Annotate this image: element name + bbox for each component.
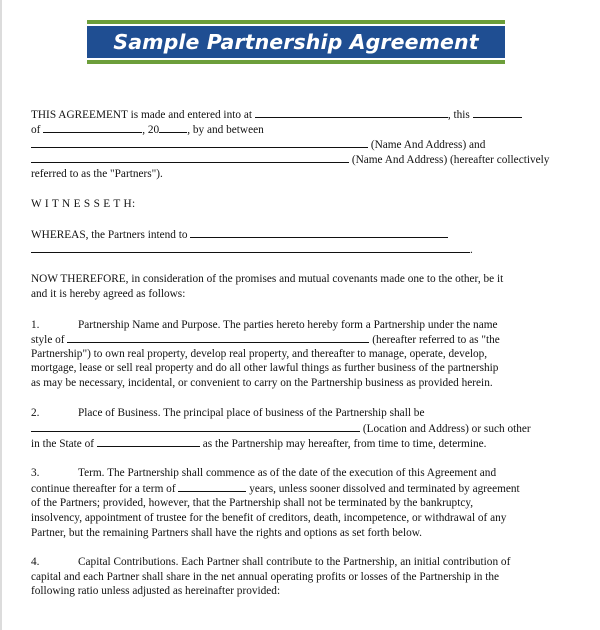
section-text: in the State of [31, 438, 95, 450]
page-edge [0, 0, 2, 630]
section-text: as the Partnership may hereafter, from time to time, determine. [202, 438, 487, 450]
section-1-line-5: as may be necessary, incidental, or convenient to carry on the Partnership business as provided herein. [31, 377, 493, 389]
title-banner [87, 20, 505, 64]
whereas-end: . [470, 244, 473, 256]
section-text: (hereafter referred to as "the [372, 334, 500, 346]
section-4-line-2: capital and each Partner shall share in the net annual operating profits or losses of the Partnership in the [31, 571, 500, 583]
intent-blank-1[interactable] [190, 227, 448, 238]
section-3-line-3: of the Partners; provided, however, that the Partnership shall not be terminated by the bankruptcy, [31, 497, 474, 509]
preamble-text: , by and between [187, 124, 264, 136]
section-4-number: 4. [31, 556, 40, 568]
section-1-line-3: Partnership") to own real property, develop real property, and thereafter to manage, operate, develop, [31, 348, 488, 360]
preamble-line-4 [31, 152, 549, 167]
section-text: style of [31, 334, 65, 346]
preamble-line-5: referred to as the "Partners"). [31, 168, 163, 180]
location-blank[interactable] [31, 421, 360, 432]
preamble-text: , 20 [142, 124, 160, 136]
preamble-text: (Name And Address) and [370, 139, 486, 151]
preamble-line-2 [31, 122, 264, 137]
place-blank[interactable] [255, 107, 448, 118]
section-4-heading-line: Capital Contributions. Each Partner shall contribute to the Partnership, an initial contribution of [78, 556, 511, 568]
section-1-line-4: mortgage, lease or sell real property and do all other lawful things as further business of the partnership [31, 362, 499, 374]
section-1-heading-line: Partnership Name and Purpose. The parties hereto hereby form a Partnership under the name [78, 319, 498, 331]
preamble-text: THIS AGREEMENT is made and entered into at [31, 109, 252, 121]
witnesseth-heading: W I T N E S S E T H: [31, 198, 136, 210]
whereas-line-2 [31, 242, 473, 257]
section-3-number: 3. [31, 467, 40, 479]
now-therefore-line-2: and it is hereby agreed as follows: [31, 288, 186, 300]
whereas-line-1 [31, 227, 448, 242]
section-3-heading-line: Term. The Partnership shall commence as of the date of the execution of this Agreement and [78, 467, 497, 479]
section-3-line-5: Partner, but the remaining Partners shall have the rights and options as set forth below. [31, 527, 422, 539]
page-title: Sample Partnership Agreement [113, 30, 479, 54]
section-text: (Location and Address) or such other [362, 423, 531, 435]
title-banner-fill [87, 26, 505, 58]
preamble-text: , this [447, 109, 470, 121]
preamble-text: (Name And Address) (hereafter collectively [351, 154, 550, 166]
section-1-number: 1. [31, 319, 40, 331]
year-blank[interactable] [159, 122, 187, 133]
intent-blank-2[interactable] [31, 242, 470, 253]
section-4-line-3: following ratio unless adjusted as hereinafter provided: [31, 585, 281, 597]
term-years-blank[interactable] [178, 481, 246, 492]
day-blank[interactable] [473, 107, 522, 118]
preamble-line-3 [31, 137, 485, 152]
partnership-name-blank[interactable] [67, 332, 369, 343]
section-text: continue thereafter for a term of [31, 483, 176, 495]
section-3-line-2 [31, 481, 520, 496]
preamble-line-1 [31, 107, 522, 122]
partner-2-name-blank[interactable] [31, 152, 349, 163]
partner-1-name-blank[interactable] [31, 137, 368, 148]
section-2-line-2 [31, 421, 531, 436]
section-2-heading-line: Place of Business. The principal place of business of the Partnership shall be [78, 407, 425, 419]
now-therefore-line-1: NOW THEREFORE, in consideration of the promises and mutual covenants made one to the other, be it [31, 273, 504, 285]
section-1-line-2 [31, 332, 500, 347]
preamble-text: of [31, 124, 41, 136]
section-text: years, unless sooner dissolved and terminated by agreement [249, 483, 520, 495]
whereas-text: WHEREAS, the Partners intend to [31, 229, 188, 241]
month-blank[interactable] [43, 122, 142, 133]
section-3-line-4: insolvency, appointment of trustee for the benefit of creditors, death, incompetence, or withdrawal of any [31, 512, 507, 524]
state-blank[interactable] [97, 436, 200, 447]
section-2-number: 2. [31, 407, 40, 419]
section-2-line-3 [31, 436, 486, 451]
